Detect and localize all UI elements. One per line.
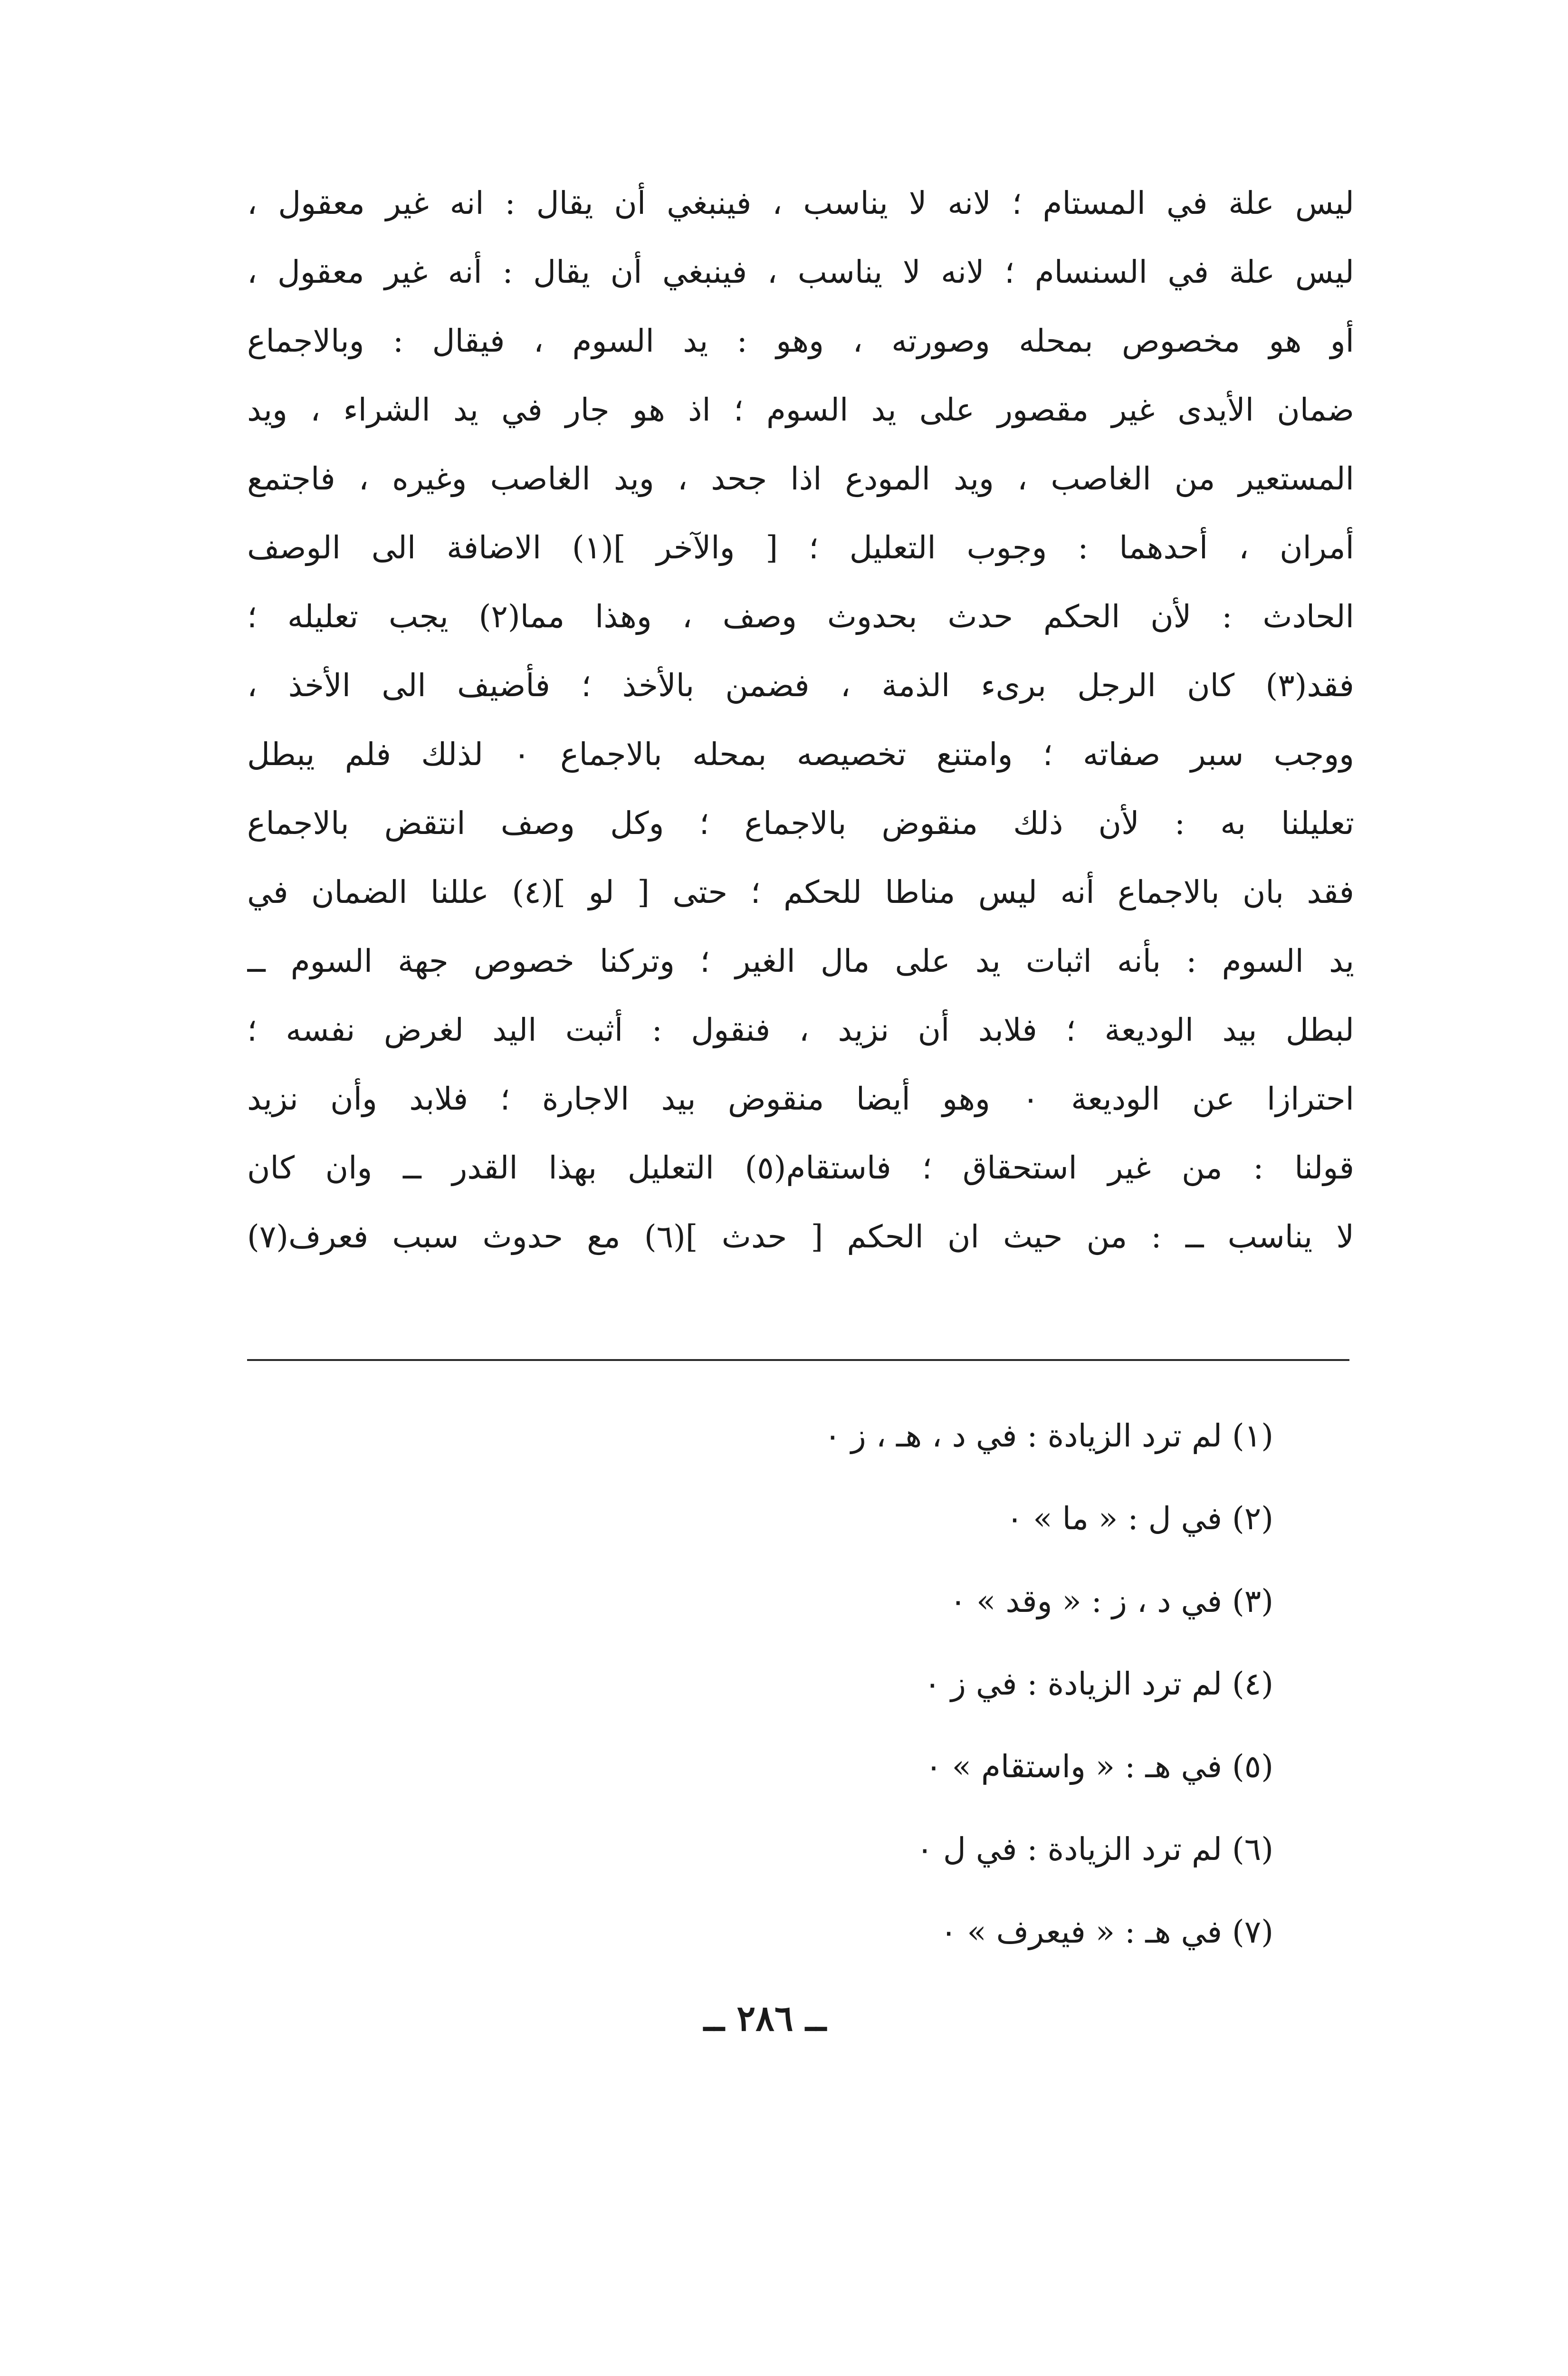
text-line: الحادث : لأن الحكم حدث بحدوث وصف ، وهذا مما(٢) يجب تعليله ؛ xyxy=(247,598,1354,635)
text-line: ضمان الأيدى غير مقصور على يد السوم ؛ اذ هو جار في يد الشراء ، ويد xyxy=(247,392,1354,428)
footnote: (٢) في ل : « ما » ٠ xyxy=(1006,1500,1273,1537)
text-line: ليس علة في السنسام ؛ لانه لا يناسب ، فينبغي أن يقال : أنه غير معقول ، xyxy=(247,254,1354,290)
text-line: فقد(٣) كان الرجل برىء الذمة ، فضمن بالأخذ ؛ فأضيف الى الأخذ ، xyxy=(247,667,1354,704)
footnote: (١) لم ترد الزيادة : في د ، هـ ، ز ٠ xyxy=(824,1418,1273,1454)
text-line: تعليلنا به : لأن ذلك منقوض بالاجماع ؛ وكل وصف انتقض بالاجماع xyxy=(247,805,1354,842)
footnote: (٦) لم ترد الزيادة : في ل ٠ xyxy=(916,1831,1273,1868)
text-line: قولنا : من غير استحقاق ؛ فاستقام(٥) التعليل بهذا القدر ــ وان كان xyxy=(247,1150,1354,1186)
text-line: لبطل بيد الوديعة ؛ فلابد أن نزيد ، فنقول : أثبت اليد لغرض نفسه ؛ xyxy=(247,1012,1354,1048)
footnote-separator xyxy=(247,1359,1349,1361)
footnote: (٤) لم ترد الزيادة : في ز ٠ xyxy=(924,1666,1273,1702)
text-line: ليس علة في المستام ؛ لانه لا يناسب ، فينبغي أن يقال : انه غير معقول ، xyxy=(247,185,1354,221)
text-line: أو هو مخصوص بمحله وصورته ، وهو : يد السوم ، فيقال : وبالاجماع xyxy=(247,323,1354,359)
text-line: لا يناسب ــ : من حيث ان الحكم [ حدث ](٦) مع حدوث سبب فعرف(٧) xyxy=(247,1218,1354,1255)
footnote: (٣) في د ، ز : « وقد » ٠ xyxy=(949,1583,1273,1619)
text-line: ووجب سبر صفاته ؛ وامتنع تخصيصه بمحله بالاجماع ٠ لذلك فلم يبطل xyxy=(247,736,1354,773)
footnote: (٥) في هـ : « واستقام » ٠ xyxy=(925,1748,1273,1785)
text-line: احترازا عن الوديعة ٠ وهو أيضا منقوض بيد الاجارة ؛ فلابد وأن نزيد xyxy=(247,1081,1354,1117)
text-line: المستعير من الغاصب ، ويد المودع اذا جحد ، ويد الغاصب وغيره ، فاجتمع xyxy=(247,460,1354,497)
footnotes-list xyxy=(247,1395,1273,1974)
footnote: (٧) في هـ : « فيعرف » ٠ xyxy=(940,1914,1273,1950)
main-text-block xyxy=(247,169,1354,1271)
text-line: فقد بان بالاجماع أنه ليس مناطا للحكم ؛ حتى [ لو ](٤) عللنا الضمان في xyxy=(247,874,1354,910)
page-number: ــ ٢٨٦ ــ xyxy=(704,1998,826,2039)
text-line: يد السوم : بأنه اثبات يد على مال الغير ؛ وتركنا خصوص جهة السوم ــ xyxy=(247,943,1354,979)
text-line: أمران ، أحدهما : وجوب التعليل ؛ [ والآخر ](١) الاضافة الى الوصف xyxy=(247,529,1354,566)
